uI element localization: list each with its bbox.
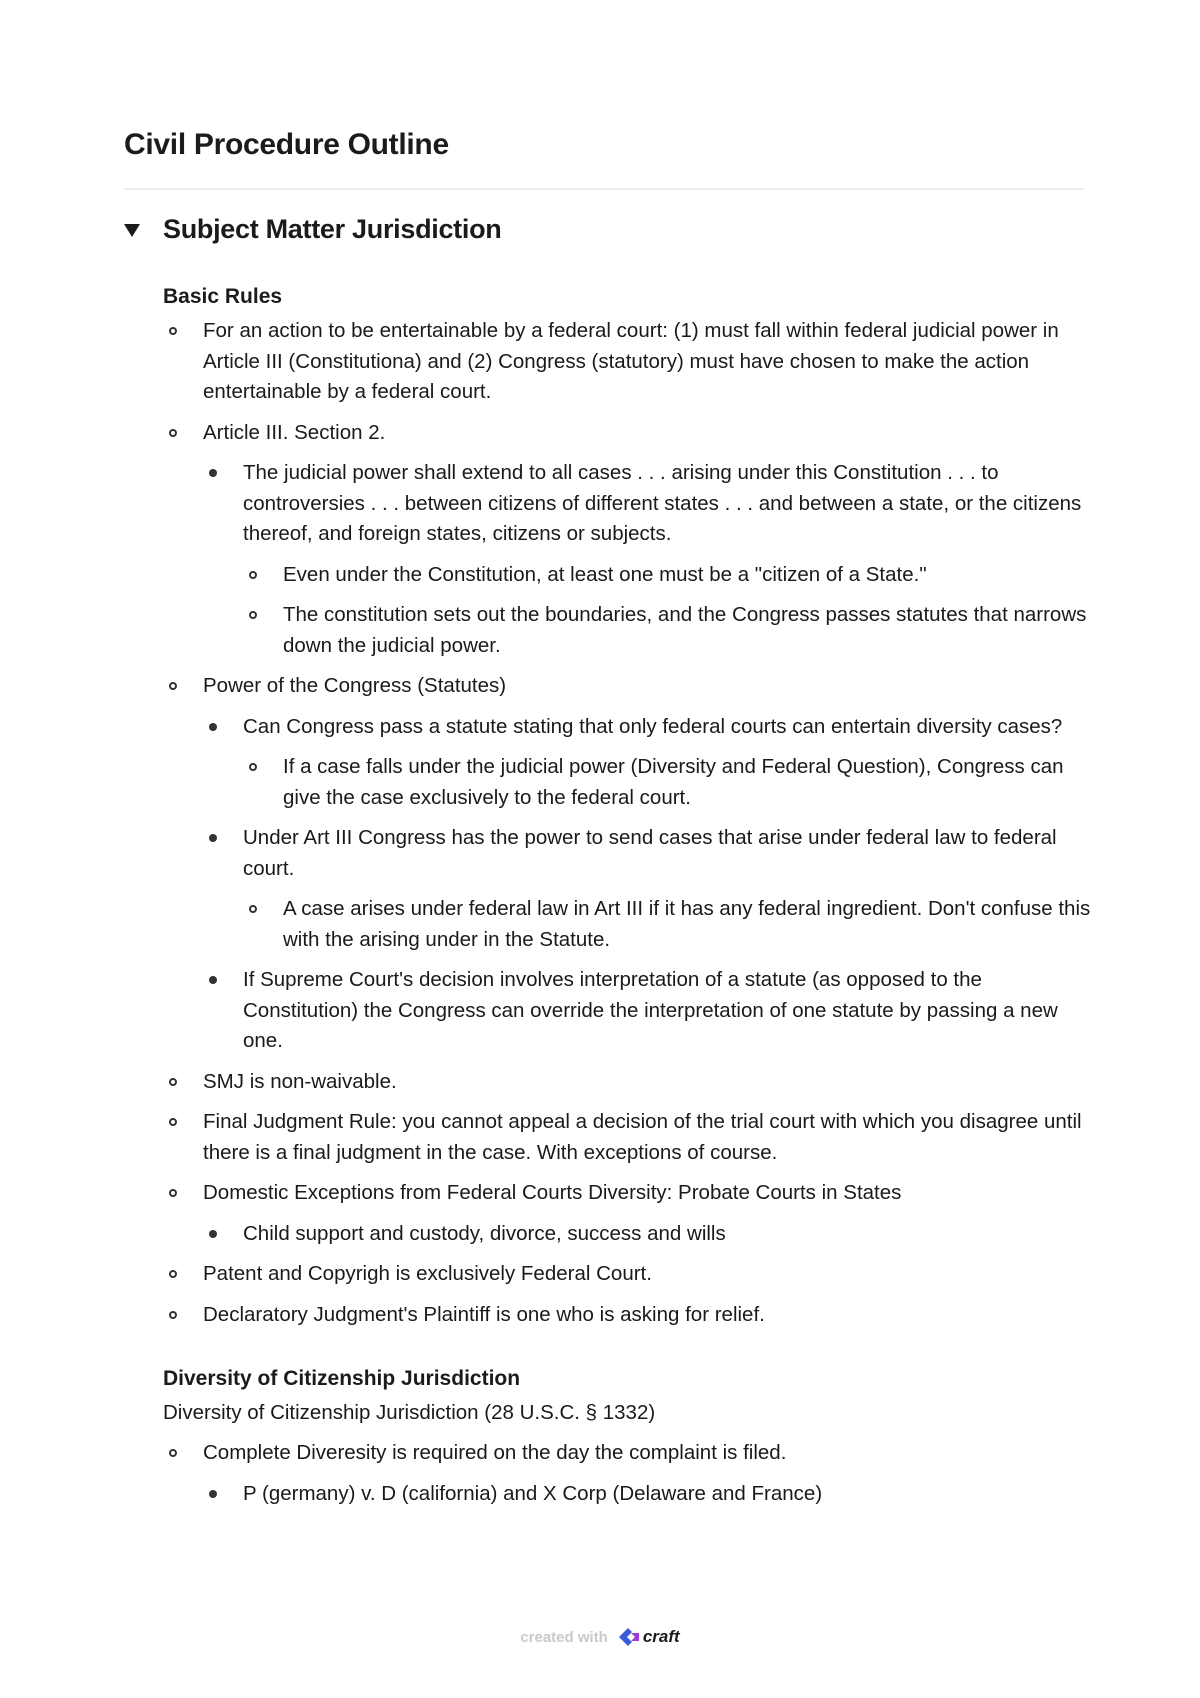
list-item: SMJ is non-waivable.	[163, 1067, 1093, 1098]
list-item: If Supreme Court's decision involves interpretation of a statute (as opposed to the Constitution) the Congress can override the interpretation of one statute by passing a new one.	[203, 965, 1093, 1057]
list-item: For an action to be entertainable by a federal court: (1) must fall within federal judicial power in Article III (Constitutiona) and (2) Congress (statutory) must have chosen to make the action entertainable by a federal court.	[163, 316, 1093, 408]
collapse-triangle-icon[interactable]	[124, 224, 140, 237]
title-divider	[124, 188, 1084, 190]
basic-rules-heading: Basic Rules	[163, 285, 283, 308]
list-item: The judicial power shall extend to all cases . . . arising under this Constitution . . . to controversies . . . between citizens of different states . . . and between a state, or the citizens thereof, and foreign states, citizens or subjects. Even under the Constitution, at least one must be a "citizen of a State." The constitution sets out the boundaries, and the Congress passes statutes that narrows down the judicial power.	[203, 458, 1093, 661]
list-item: Patent and Copyrigh is exclusively Federal Court.	[163, 1259, 1093, 1290]
list-item: Child support and custody, divorce, success and wills	[203, 1219, 1093, 1250]
bullet-icon	[169, 429, 177, 437]
section-toggle[interactable]	[124, 214, 501, 245]
basic-rules-list	[163, 316, 1093, 1330]
list-item: Even under the Constitution, at least one must be a "citizen of a State."	[243, 560, 1093, 591]
list-item: Declaratory Judgment's Plaintiff is one who is asking for relief.	[163, 1300, 1093, 1331]
bullet-icon	[209, 469, 217, 477]
bullet-icon	[209, 834, 217, 842]
bullet-icon	[209, 1230, 217, 1238]
footer-label: created with	[520, 1628, 608, 1646]
bullet-icon	[169, 1078, 177, 1086]
page-title: Civil Procedure Outline	[124, 128, 449, 161]
list-item: Complete Diveresity is required on the day the complaint is filed. P (germany) v. D (california) and X Corp (Delaware and France)	[163, 1438, 1093, 1509]
bullet-icon	[169, 1118, 177, 1126]
list-item: Article III. Section 2. The judicial power shall extend to all cases . . . arising under this Constitution . . . to controversies . . . between citizens of different states . . . and between a state, or the citizens thereof, and foreign states, citizens or subjects. Even under the Constitution, at least one must be a "citizen of a State." The constitution sets out the boundaries, and the Congress passes statutes that narrows down the judicial power.	[163, 418, 1093, 662]
bullet-icon	[249, 763, 257, 771]
list-item: Final Judgment Rule: you cannot appeal a decision of the trial court with which you disagree until there is a final judgment in the case. With exceptions of course.	[163, 1107, 1093, 1168]
diversity-list	[163, 1438, 1093, 1509]
list-item: If a case falls under the judicial power (Diversity and Federal Question), Congress can give the case exclusively to the federal court.	[243, 752, 1093, 813]
bullet-icon	[169, 327, 177, 335]
bullet-icon	[169, 1189, 177, 1197]
bullet-icon	[249, 571, 257, 579]
list-item: Domestic Exceptions from Federal Courts Diversity: Probate Courts in States Child support and custody, divorce, success and wills	[163, 1178, 1093, 1249]
diversity-heading: Diversity of Citizenship Jurisdiction	[163, 1367, 521, 1390]
list-item: P (germany) v. D (california) and X Corp (Delaware and France)	[203, 1479, 1093, 1510]
section-content	[163, 278, 1093, 1519]
bullet-icon	[209, 723, 217, 731]
craft-logo[interactable]	[618, 1627, 680, 1647]
list-item: Power of the Congress (Statutes) Can Congress pass a statute stating that only federal courts can entertain diversity cases? If a case falls under the judicial power (Diversity and Federal Question), Congress can give the case exclusively to the federal court. Under Art III Congress has the power to send cases that arise under federal law to federal court. A case arises under federal law in Art III if it has any federal ingredient. Don't confuse this with the arising under in the Statute. If Supreme Court's decision involves interpretation of a statute (as opposed to the Constitution) the Congress can override the interpretation of one statute by passing a new one.	[163, 671, 1093, 1057]
bullet-icon	[249, 905, 257, 913]
bullet-icon	[249, 611, 257, 619]
craft-logo-icon	[618, 1627, 640, 1647]
bullet-icon	[169, 1449, 177, 1457]
bullet-icon	[209, 976, 217, 984]
list-item: A case arises under federal law in Art III if it has any federal ingredient. Don't confuse this with the arising under in the Statute.	[243, 894, 1093, 955]
list-item: Under Art III Congress has the power to send cases that arise under federal law to federal court. A case arises under federal law in Art III if it has any federal ingredient. Don't confuse this with the arising under in the Statute.	[203, 823, 1093, 955]
bullet-icon	[209, 1490, 217, 1498]
list-item: Can Congress pass a statute stating that only federal courts can entertain diversity cases? If a case falls under the judicial power (Diversity and Federal Question), Congress can give the case exclusively to the federal court.	[203, 712, 1093, 814]
bullet-icon	[169, 682, 177, 690]
list-item: The constitution sets out the boundaries, and the Congress passes statutes that narrows down the judicial power.	[243, 600, 1093, 661]
bullet-icon	[169, 1311, 177, 1319]
diversity-subtitle: Diversity of Citizenship Jurisdiction (28 U.S.C. § 1332)	[163, 1401, 656, 1424]
footer	[0, 1627, 1200, 1647]
bullet-icon	[169, 1270, 177, 1278]
section-title: Subject Matter Jurisdiction	[163, 214, 502, 244]
craft-brand: craft	[642, 1627, 680, 1646]
